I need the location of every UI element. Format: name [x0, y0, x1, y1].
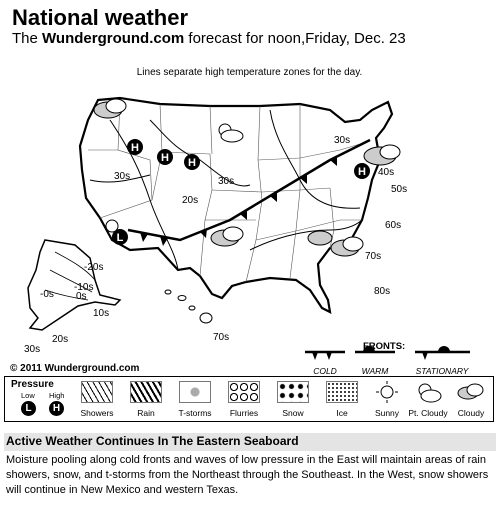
high-pressure-marker — [184, 154, 200, 170]
story-body: Moisture pooling along cold fronts and waves of low pressure in the East will maintain areas of rain showers, snow, and t-storms from the Northeast through the Southeast. In the West, snow showers will continue in New Mexico and western Texas. — [6, 454, 489, 496]
sun-icon — [371, 381, 403, 403]
flurries-icon — [228, 381, 260, 403]
zone-label: -10s — [74, 282, 94, 293]
zone-label: 70s — [365, 251, 382, 262]
high-pressure-marker — [127, 139, 143, 155]
legend-item-ice: Ice — [320, 377, 364, 421]
cold-front-label: COLD — [313, 366, 337, 376]
showers-icon — [308, 231, 332, 245]
zone-label: 30s — [24, 344, 41, 355]
stationary-front-label: STATIONARY — [415, 366, 469, 376]
ice-icon — [326, 381, 358, 403]
cold-front-sample — [305, 352, 345, 360]
us-weather-map — [0, 80, 499, 365]
zone-label: -20s — [84, 262, 104, 273]
zone-label: 20s — [182, 195, 199, 206]
map-subtitle — [12, 30, 406, 47]
high-label: High — [49, 391, 65, 400]
weather-legend — [4, 376, 494, 422]
high-pressure-icon: H — [49, 401, 64, 416]
zone-label: 30s — [334, 135, 351, 146]
partly-cloudy-icon — [412, 381, 444, 403]
low-pressure-icon: L — [21, 401, 36, 416]
zone-label: 0s — [76, 291, 87, 302]
zone-label: 70s — [213, 332, 230, 343]
zone-label: 30s — [114, 171, 131, 182]
svg-text:L: L — [116, 232, 124, 244]
zone-label: 30s — [218, 176, 235, 187]
story-headline: Active Weather Continues In The Eastern Seaboard — [6, 434, 299, 448]
high-pressure-marker — [157, 149, 173, 165]
pressure-title: Pressure — [11, 379, 54, 390]
low-label: Low — [21, 391, 35, 400]
map-title: National weather — [12, 5, 189, 30]
svg-text:H: H — [161, 152, 169, 164]
svg-text:H: H — [188, 157, 196, 169]
legend-item-showers: Showers — [75, 377, 119, 421]
svg-text:H: H — [131, 142, 139, 154]
zone-label: 50s — [391, 184, 408, 195]
rain-icon — [130, 381, 162, 403]
high-pressure-marker — [354, 163, 370, 179]
warm-front-label: WARM — [361, 366, 389, 376]
hawaii-islands — [165, 290, 212, 323]
sun-icon — [106, 220, 118, 232]
subtitle-brand: Wunderground.com — [42, 30, 185, 47]
legend-item-pt-cloudy: Pt. Cloudy — [407, 377, 449, 421]
svg-text:H: H — [358, 166, 366, 178]
legend-item-sunny: Sunny — [367, 377, 407, 421]
zone-label: 20s — [52, 334, 69, 345]
showers-icon — [81, 381, 113, 403]
legend-item-cloudy: Cloudy — [451, 377, 491, 421]
snow-icon — [277, 381, 309, 403]
tstorms-icon — [179, 381, 211, 403]
subtitle-date: forecast for noon,Friday, Dec. 23 — [184, 30, 406, 47]
stationary-front-sample — [415, 346, 470, 360]
zone-label: 60s — [385, 220, 402, 231]
zone-label: 10s — [93, 308, 110, 319]
legend-item-flurries: Flurries — [222, 377, 266, 421]
zone-label: 80s — [374, 286, 391, 297]
zone-label: 40s — [378, 167, 395, 178]
subtitle-prefix: The — [12, 30, 43, 47]
zone-label: -0s — [40, 289, 54, 300]
legend-item-tstorms: T-storms — [173, 377, 217, 421]
pressure-legend — [11, 379, 71, 414]
zone-note: Lines separate high temperature zones for the day. — [136, 67, 363, 78]
legend-item-rain: Rain — [124, 377, 168, 421]
legend-item-snow: Snow — [271, 377, 315, 421]
fronts-title: FRONTS: — [363, 341, 406, 352]
copyright-notice: © 2011 Wunderground.com — [10, 363, 140, 374]
cloudy-icon — [455, 381, 487, 403]
